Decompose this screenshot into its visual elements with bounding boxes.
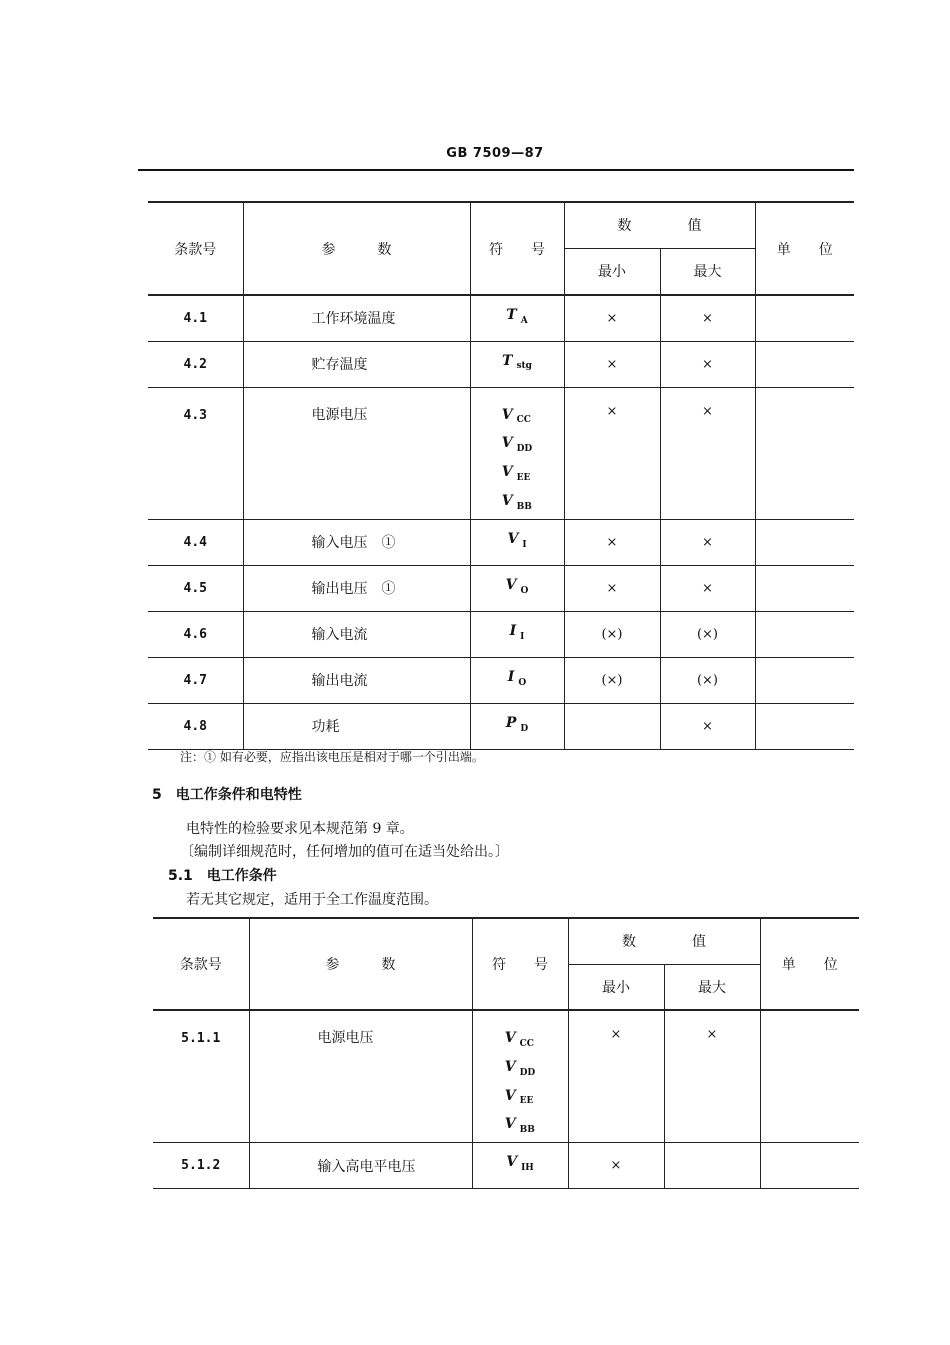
symbol-subscript: IH xyxy=(521,1163,534,1174)
symbol-subscript: A xyxy=(520,315,528,326)
symbol-main: T xyxy=(502,352,513,369)
symbol-cell xyxy=(470,657,564,703)
symbol-subscript: EE xyxy=(519,1096,534,1107)
table-row xyxy=(148,657,854,703)
symbol-main: V xyxy=(501,492,513,509)
min-value-cell: × xyxy=(564,341,660,387)
clause-cell: 4.4 xyxy=(148,519,243,565)
symbol-cell xyxy=(470,611,564,657)
clause-cell: 5.1.1 xyxy=(153,1010,249,1143)
min-value-cell: × xyxy=(564,565,660,611)
min-value-cell: × xyxy=(568,1143,664,1189)
header-param: 参 数 xyxy=(249,918,472,1010)
subsection-title: 5.1 电工作条件 xyxy=(168,868,277,884)
symbol-cell xyxy=(472,1010,568,1143)
max-value-cell: × xyxy=(660,341,755,387)
unit-cell xyxy=(755,611,854,657)
max-value-cell: (×) xyxy=(660,657,755,703)
unit-cell xyxy=(755,341,854,387)
max-value-cell: × xyxy=(660,565,755,611)
clause-cell: 4.2 xyxy=(148,341,243,387)
min-value-cell: × xyxy=(568,1010,664,1143)
table-row xyxy=(148,295,854,341)
symbol-subscript: EE xyxy=(516,472,531,483)
unit-cell xyxy=(760,1143,859,1189)
unit-cell xyxy=(760,1010,859,1143)
symbol-main: I xyxy=(507,668,515,685)
symbol-main: T xyxy=(506,306,517,323)
unit-cell xyxy=(755,387,854,519)
symbol xyxy=(508,666,526,695)
symbol xyxy=(506,712,528,741)
header-rule xyxy=(138,169,854,171)
table-note: 注：① 如有必要，应指出该电压是相对于哪一个引出端。 xyxy=(180,750,484,764)
symbol-subscript: CC xyxy=(519,1038,534,1049)
table-row xyxy=(148,519,854,565)
symbol-main: V xyxy=(501,435,513,452)
parameter-cell: 电源电压 xyxy=(243,387,470,519)
symbol-main: V xyxy=(504,1058,516,1075)
subsection-paragraph: 若无其它规定，适用于全工作温度范围。 xyxy=(186,892,438,908)
limits-table xyxy=(148,201,854,750)
symbol xyxy=(502,461,532,490)
header-symbol: 符 号 xyxy=(472,918,568,1010)
parameter-cell: 输入电流 xyxy=(243,611,470,657)
symbol-subscript: CC xyxy=(516,415,531,426)
symbol-subscript: BB xyxy=(519,1125,535,1136)
symbol xyxy=(507,528,526,557)
header-unit: 单 位 xyxy=(760,918,859,1010)
operating-conditions-table xyxy=(153,917,859,1189)
symbol-subscript: O xyxy=(518,677,527,688)
min-value-cell: × xyxy=(564,519,660,565)
symbol xyxy=(506,574,529,603)
header-max: 最大 xyxy=(664,964,760,1010)
symbol-main: I xyxy=(509,622,517,639)
symbol xyxy=(505,1085,535,1114)
symbol-subscript: I xyxy=(520,631,525,642)
symbol-main: V xyxy=(501,464,513,481)
symbol-main: V xyxy=(501,406,513,423)
max-value-cell: (×) xyxy=(660,611,755,657)
symbol xyxy=(506,1151,534,1180)
header-min: 最小 xyxy=(568,964,664,1010)
symbol-main: V xyxy=(506,1154,518,1171)
section-paragraph: 电特性的检验要求见本规范第 9 章。 xyxy=(186,821,414,837)
clause-cell: 4.8 xyxy=(148,703,243,749)
max-value-cell: × xyxy=(660,295,755,341)
symbol-main: V xyxy=(507,530,519,547)
clause-cell: 4.3 xyxy=(148,387,243,519)
parameter-cell: 工作环境温度 xyxy=(243,295,470,341)
table-row xyxy=(148,341,854,387)
clause-cell: 5.1.2 xyxy=(153,1143,249,1189)
symbol-cell xyxy=(470,387,564,519)
parameter-cell: 贮存温度 xyxy=(243,341,470,387)
header-param: 参 数 xyxy=(243,202,470,295)
symbol xyxy=(506,304,527,333)
min-value-cell: × xyxy=(564,295,660,341)
clause-cell: 4.5 xyxy=(148,565,243,611)
min-value-cell: (×) xyxy=(564,611,660,657)
parameter-cell: 输入高电平电压 xyxy=(249,1143,472,1189)
symbol-cell xyxy=(470,295,564,341)
parameter-cell: 输出电压 ① xyxy=(243,565,470,611)
table-row xyxy=(153,1010,859,1143)
symbol-main: V xyxy=(504,1116,516,1133)
symbol-subscript: BB xyxy=(516,501,532,512)
header-values: 数 值 xyxy=(564,202,755,248)
page-header: GB 7509—87 xyxy=(446,146,544,161)
parameter-cell: 功耗 xyxy=(243,703,470,749)
parameter-cell: 输入电压 ① xyxy=(243,519,470,565)
table-row xyxy=(153,1143,859,1189)
clause-cell: 4.1 xyxy=(148,295,243,341)
section-paragraph-note: 〔编制详细规范时，任何增加的值可在适当处给出。〕 xyxy=(180,844,509,860)
symbol-cell xyxy=(470,703,564,749)
symbol xyxy=(505,1113,535,1142)
parameter-cell: 电源电压 xyxy=(249,1010,472,1143)
max-value-cell: × xyxy=(660,387,755,519)
parameter-cell: 输出电流 xyxy=(243,657,470,703)
header-clause: 条款号 xyxy=(148,202,243,295)
symbol-cell xyxy=(470,341,564,387)
symbol xyxy=(502,432,532,461)
symbol xyxy=(505,1056,535,1085)
clause-cell: 4.7 xyxy=(148,657,243,703)
max-value-cell: × xyxy=(660,519,755,565)
symbol xyxy=(505,1027,535,1056)
header-values: 数 值 xyxy=(568,918,760,964)
header-min: 最小 xyxy=(564,248,660,295)
symbol xyxy=(502,490,532,519)
symbol-subscript: DD xyxy=(519,1067,536,1078)
symbol-cell xyxy=(472,1143,568,1189)
symbol-main: V xyxy=(504,1030,516,1046)
symbol xyxy=(502,404,532,433)
max-value-cell: × xyxy=(660,703,755,749)
header-symbol: 符 号 xyxy=(470,202,564,295)
table-row xyxy=(148,565,854,611)
symbol-cell xyxy=(470,519,564,565)
symbol xyxy=(510,620,525,649)
header-clause: 条款号 xyxy=(153,918,249,1010)
min-value-cell: (×) xyxy=(564,657,660,703)
table-row xyxy=(148,611,854,657)
symbol-subscript: O xyxy=(520,585,529,596)
table-row xyxy=(148,703,854,749)
symbol-main: V xyxy=(504,1087,516,1104)
header-max: 最大 xyxy=(660,248,755,295)
min-value-cell xyxy=(564,703,660,749)
symbol-main: P xyxy=(505,714,517,731)
max-value-cell: × xyxy=(664,1010,760,1143)
symbol-subscript: D xyxy=(520,723,529,734)
symbol-subscript: I xyxy=(522,539,527,550)
symbol xyxy=(502,350,532,379)
header-unit: 单 位 xyxy=(755,202,854,295)
symbol-subscript: DD xyxy=(516,444,533,455)
unit-cell xyxy=(755,657,854,703)
unit-cell xyxy=(755,703,854,749)
symbol-main: V xyxy=(505,576,517,593)
min-value-cell: × xyxy=(564,387,660,519)
symbol-subscript: stg xyxy=(516,361,532,372)
table-row xyxy=(148,387,854,519)
unit-cell xyxy=(755,565,854,611)
unit-cell xyxy=(755,295,854,341)
max-value-cell xyxy=(664,1143,760,1189)
section-title: 5 电工作条件和电特性 xyxy=(152,787,302,803)
clause-cell: 4.6 xyxy=(148,611,243,657)
unit-cell xyxy=(755,519,854,565)
symbol-cell xyxy=(470,565,564,611)
